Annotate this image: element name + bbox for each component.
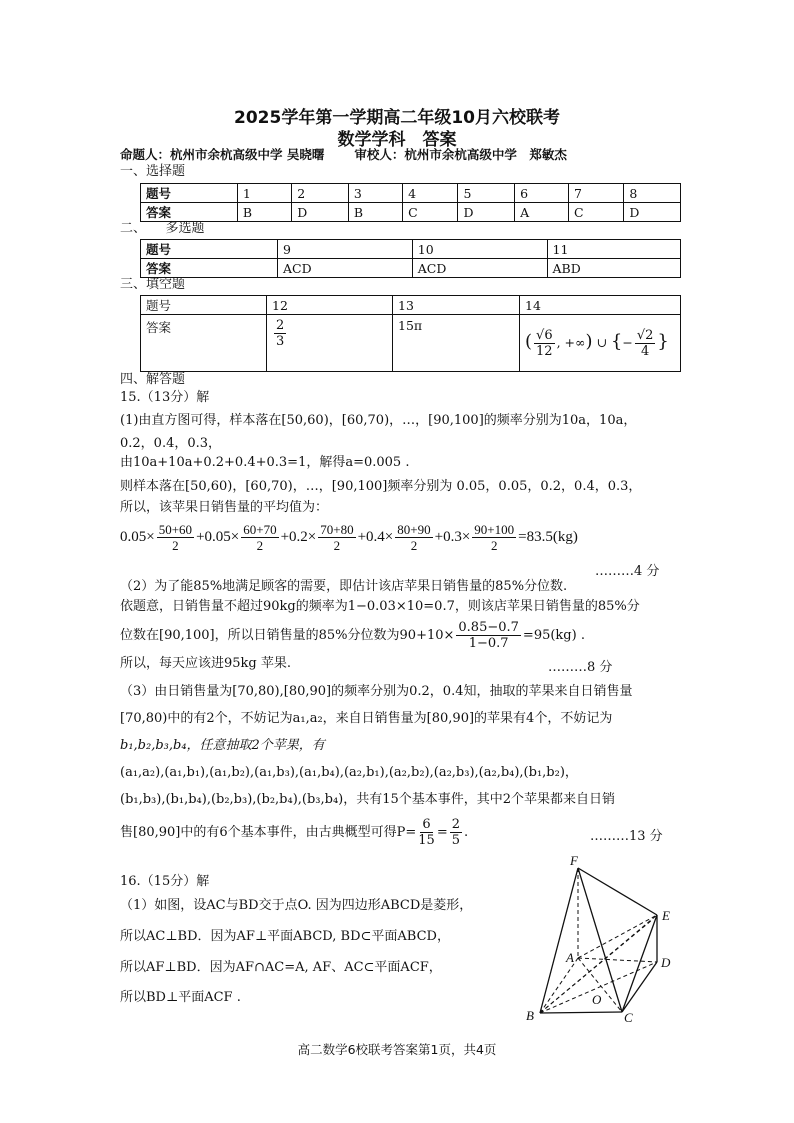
numerator: 2 <box>276 318 285 333</box>
q15-line: （2）为了能85%地满足顾客的需要，即估计该店苹果日销售量的85%分位数. <box>120 579 568 594</box>
cell: C <box>403 203 458 222</box>
table-row <box>141 203 681 222</box>
numerator: 2 <box>451 817 461 832</box>
cell: ABD <box>547 259 681 278</box>
fraction <box>534 328 555 359</box>
numerator: 60+70 <box>243 522 277 537</box>
cell: 1 <box>237 184 291 203</box>
label-o: O <box>592 992 602 1007</box>
coef: 0.05× <box>120 528 155 545</box>
q15-line: (1)由直方图可得，样本落在[50,60)，[60,70)，…，[90,100]的频率分别为10a，10a， <box>120 413 637 428</box>
fraction <box>635 328 656 359</box>
cell: 9 <box>278 240 413 259</box>
cell: 答案 <box>141 315 267 372</box>
cell: D <box>458 203 515 222</box>
denominator: 2 <box>256 538 264 553</box>
table-header-row <box>141 296 681 315</box>
cell: 7 <box>568 184 623 203</box>
coef: +0.2× <box>280 528 317 545</box>
fraction <box>450 817 462 848</box>
cell: 题号 <box>141 184 238 203</box>
q16-line: （1）如图，设AC与BD交于点O. 因为四边形ABCD是菱形， <box>120 898 473 913</box>
cell: 12 <box>267 296 393 315</box>
score-mark: ………4 分 <box>595 564 660 579</box>
cell: 答案 <box>141 203 238 222</box>
edge-bc <box>540 1012 622 1013</box>
q16-line: 所以AC⊥BD．因为AF⊥平面ABCD, BD⊂平面ABCD， <box>120 929 450 944</box>
page-footer: 高二数学6校联考答案第1页，共4页 <box>297 1042 497 1057</box>
cell: 题号 <box>141 240 278 259</box>
text: . <box>464 825 469 840</box>
text: 位数在[90,100]，所以日销售量的85%分位数为90+10× <box>120 628 455 643</box>
cell: D <box>624 203 681 222</box>
numerator: 50+60 <box>158 522 193 537</box>
score-mark: ………13 分 <box>590 829 663 844</box>
cell: 13 <box>393 296 520 315</box>
label-a: A <box>566 950 574 965</box>
q16-line: 所以AF⊥BD．因为AF∩AC=A, AF、AC⊂平面ACF， <box>120 960 442 975</box>
label-b: B <box>526 1008 534 1023</box>
cell: 3 <box>348 184 402 203</box>
cell: D <box>292 203 349 222</box>
text: , +∞ <box>556 334 586 350</box>
edge-fb <box>540 868 578 1013</box>
coef: +0.05× <box>196 528 240 545</box>
text: 售[80,90]中的有6个基本事件，由古典概型可得P= <box>120 825 417 840</box>
fraction <box>241 522 278 553</box>
fraction <box>472 522 516 553</box>
multi-choice-answer-table <box>140 239 681 278</box>
q15-line <box>120 620 585 651</box>
text: − <box>622 334 633 350</box>
fraction <box>157 522 194 553</box>
table-header-row <box>141 240 681 259</box>
fraction <box>418 817 435 848</box>
denominator: 2 <box>410 538 418 553</box>
q15-line: 则样本落在[50,60)，[60,70)，…，[90,100]频率分别为 0.05，0.05，0.2，0.4，0.3， <box>120 479 642 494</box>
mean-formula <box>120 522 578 553</box>
denominator: 12 <box>536 343 553 359</box>
q15-line: 0.2，0.4，0.3， <box>120 436 222 451</box>
q15-line: 依题意，日销售量不超过90kg的频率为1−0.03×10=0.7，则该店苹果日销售量的85%分 <box>120 599 640 614</box>
exam-title: 2025学年第一学期高二年级10月六校联考 <box>234 108 560 128</box>
cell: B <box>348 203 402 222</box>
q15-line: (b₁,b₃),(b₁,b₄),(b₂,b₃),(b₂,b₄),(b₃,b₄)，共有15个基本事件，其中2个苹果都来自日销 <box>120 792 616 807</box>
cell: 11 <box>547 240 681 259</box>
numerator: 80+90 <box>397 522 431 537</box>
edge-ae <box>578 915 657 958</box>
table-row <box>141 259 681 278</box>
fill-answer-table <box>140 295 681 372</box>
section-1-label: 一、选择题 <box>120 164 186 179</box>
denominator: 2 <box>490 538 498 553</box>
q15-line: 所以，每天应该进95kg 苹果. <box>120 656 292 671</box>
choice-answer-table <box>140 183 681 222</box>
answer-12 <box>267 315 393 372</box>
numerator: √6 <box>536 327 553 343</box>
q15-line: (a₁,a₂),(a₁,b₁),(a₁,b₂),(a₁,b₃),(a₁,b₄),(a₂,b₁),(a₂,b₂),(a₂,b₃),(a₂,b₄),(b₁,b₂)， <box>120 765 578 780</box>
geometry-figure <box>520 850 690 1030</box>
q16-heading: 16.（15分）解 <box>120 874 210 889</box>
cell: 14 <box>520 296 681 315</box>
section-3-label: 三、填空题 <box>120 277 186 292</box>
cell: 答案 <box>141 259 278 278</box>
denominator: 4 <box>641 343 650 359</box>
denominator: 2 <box>333 538 341 553</box>
cell: B <box>237 203 291 222</box>
answer-13: 15π <box>393 315 520 372</box>
authors-line <box>120 147 567 163</box>
fraction <box>456 620 521 651</box>
cell: 5 <box>458 184 515 203</box>
q15-line: 由10a+10a+0.2+0.4+0.3=1，解得a=0.005 . <box>120 455 410 470</box>
numerator: 70+80 <box>320 522 354 537</box>
cell: 6 <box>515 184 569 203</box>
table-header-row <box>141 184 681 203</box>
label-d: D <box>661 955 671 970</box>
denominator: 1−0.7 <box>468 636 509 651</box>
text: =95(kg) . <box>522 628 585 643</box>
q16-line: 所以BD⊥平面ACF . <box>120 990 241 1005</box>
numerator: 0.85−0.7 <box>458 620 519 635</box>
numerator: 6 <box>422 817 431 832</box>
label-c: C <box>624 1010 633 1025</box>
section-2-label: 二、 多选题 <box>120 221 205 236</box>
cell: 8 <box>624 184 681 203</box>
union-symbol: ∪ <box>596 334 607 350</box>
label-e: E <box>662 908 670 923</box>
q15-line: 所以，该苹果日销售量的平均值为： <box>120 500 329 515</box>
result: =83.5(kg) <box>518 528 578 545</box>
coef: +0.4× <box>357 528 394 545</box>
edge-ad <box>578 958 657 962</box>
cell: ACD <box>412 259 547 278</box>
setter: 命题人：杭州市余杭高级中学 吴晓曙 <box>120 147 325 162</box>
fraction <box>395 522 432 553</box>
denominator: 5 <box>451 833 461 848</box>
numerator: √2 <box>636 327 654 343</box>
q15-heading: 15.（13分）解 <box>120 390 210 405</box>
label-f: F <box>570 853 578 868</box>
denominator: 15 <box>418 833 435 848</box>
table-row <box>141 315 681 372</box>
answer-14: ( $\frac{√6}{12}$ , +∞) ∪ {− $\frac{√2}{4}$ } <box>520 315 681 372</box>
q15-line: （3）由日销售量为[70,80),[80,90]的频率分别为0.2，0.4知，抽取的苹果来自日销售量 <box>120 684 633 699</box>
section-4-label: 四、解答题 <box>120 372 186 387</box>
reviewer: 审校人：杭州市余杭高级中学 郑敏杰 <box>354 147 567 162</box>
cell: A <box>515 203 569 222</box>
denominator: 2 <box>172 538 179 553</box>
cell: 2 <box>292 184 349 203</box>
cell: 题号 <box>141 296 267 315</box>
fraction <box>318 522 355 553</box>
score-mark: ………8 分 <box>548 660 613 675</box>
q15-line: [70,80)中的有2个，不妨记为a₁,a₂，来自日销售量为[80,90]的苹果有4个，不妨记为 <box>120 711 613 726</box>
cell: 10 <box>412 240 547 259</box>
q15-line: b₁,b₂,b₃,b₄，任意抽取2个苹果，有 <box>120 738 325 753</box>
coef: +0.3× <box>434 528 471 545</box>
denominator: 3 <box>276 334 285 349</box>
q15-line: 售[80,90]中的有6个基本事件，由古典概型可得P= $\frac{6}{15}$ = $\frac{2}{5}$ . <box>120 817 469 848</box>
exam-subtitle: 数学学科 答案 <box>337 130 457 150</box>
fraction <box>274 318 286 349</box>
cell: ACD <box>278 259 413 278</box>
cell: 4 <box>403 184 458 203</box>
numerator: 90+100 <box>474 522 515 537</box>
cell: C <box>568 203 623 222</box>
